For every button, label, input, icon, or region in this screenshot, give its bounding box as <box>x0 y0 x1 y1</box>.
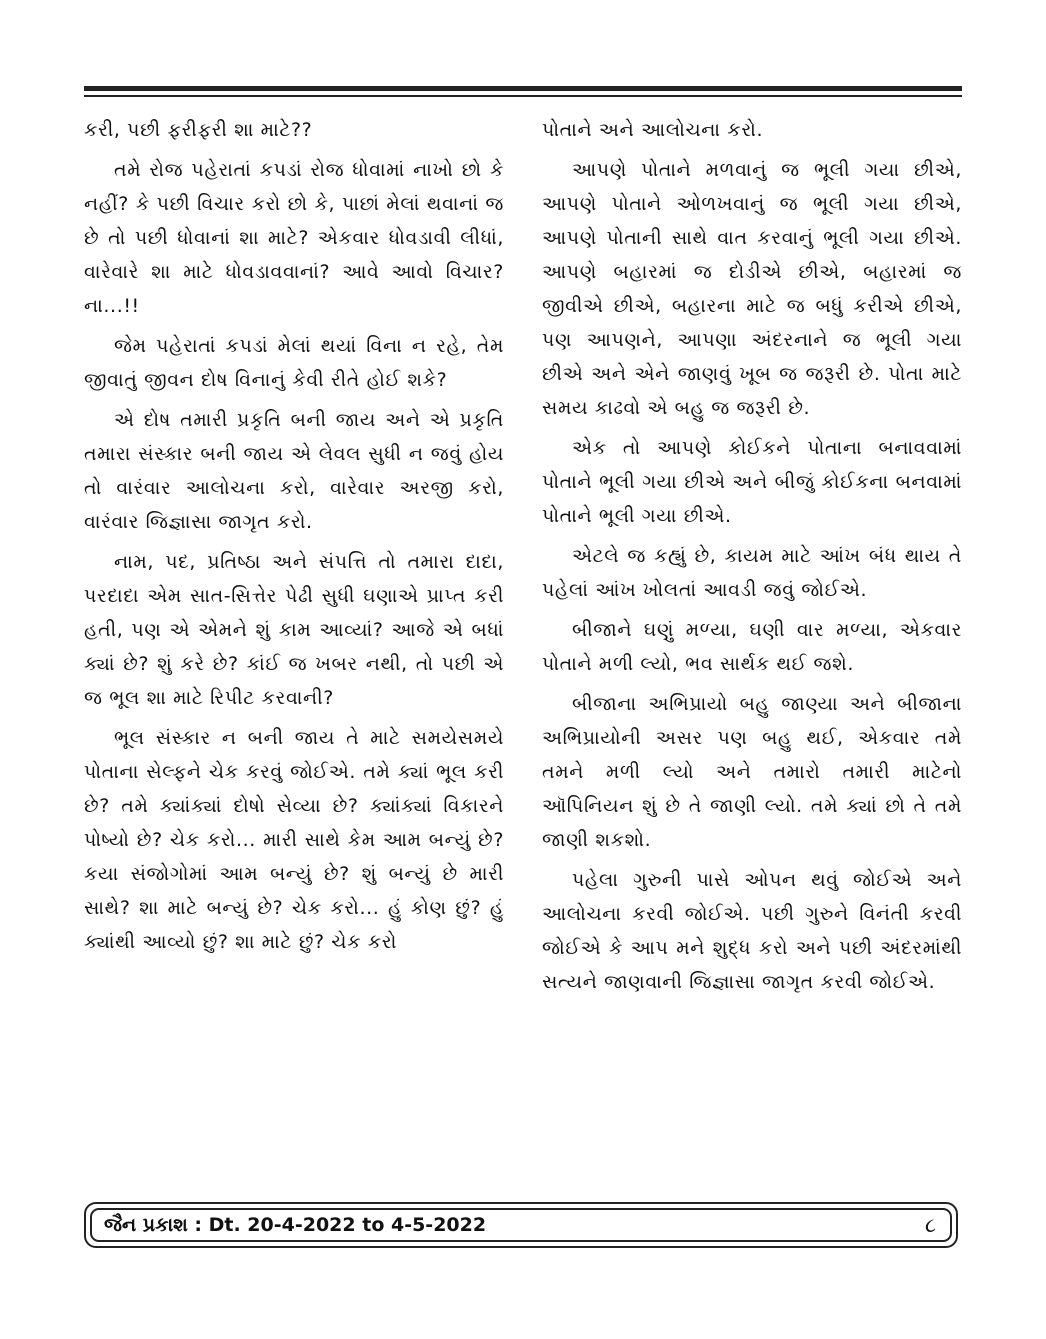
page-number: ૮ <box>925 1213 936 1237</box>
paragraph: એટલે જ કહ્યું છે, કાયમ માટે આંખ બંધ થાય તે પહેલાં આંખ ખોલતાં આવડી જવું જોઈએ. <box>542 545 962 601</box>
paragraph: તમે રોજ પહેરાતાં કપડાં રોજ ધોવામાં નાખો છો કે નહીં? કે પછી વિચાર કરો છો કે, પાછાં મેલાં થવાનાં જ છે તો પછી ધોવાનાં શા માટે? એકવાર ધોવડાવી લીધાં, વારેવારે શા માટે ધોવડાવવાનાં? આવે આવો વિચાર? ના...!! <box>84 159 504 317</box>
paragraph: બીજાના અભિપ્રાયો બહુ જાણ્યા અને બીજાના અભિપ્રાયોની અસર પણ બહુ થઈ, એકવાર તમે તમને મળી લ્યો અને તમારો તમારી માટેનો ઑપિનિયન શું છે તે જાણી લ્યો. તમે ક્યાં છો તે તમે જાણી શકશો. <box>542 693 962 851</box>
left-text-column <box>84 113 504 965</box>
footer-frame <box>84 1202 958 1248</box>
paragraph: પોતાને અને આલોચના કરો. <box>542 119 764 141</box>
paragraph: પહેલા ગુરુની પાસે ઓપન થવું જોઈએ અને આલોચના કરવી જોઈએ. પછી ગુરુને વિનંતી કરવી જોઈએ કે આપ મને શુદ્ધ કરો અને પછી અંદરમાંથી સત્યને જાણવાની જિજ્ઞાસા જાગૃત કરવી જોઈએ. <box>542 869 962 993</box>
paragraph: એક તો આપણે કોઈકને પોતાના બનાવવામાં પોતાને ભૂલી ગયા છીએ અને બીજું કોઈકના બનવામાં પોતાને ભૂલી ગયા છીએ. <box>542 437 962 527</box>
right-text-column <box>542 113 962 1005</box>
footer-inner-frame <box>90 1208 952 1242</box>
paragraph: નામ, પદ, પ્રતિષ્ઠા અને સંપત્તિ તો તમારા દાદા, પરદાદા એમ સાત-સિત્તેર પેઢી સુધી ઘણાએ પ્રાપ્ત કરી હતી, પણ એ એમને શું કામ આવ્યાં? આજે એ બધાં ક્યાં છે? શું કરે છે? કાંઈ જ ખબર નથી, તો પછી એ જ ભૂલ શા માટે રિપીટ કરવાની? <box>84 551 504 709</box>
publication-title: જૈન પ્રકાશ : Dt. 20-4-2022 to 4-5-2022 <box>104 1214 487 1236</box>
header-rule-thin <box>84 95 962 97</box>
paragraph: બીજાને ઘણું મળ્યા, ઘણી વાર મળ્યા, એકવાર પોતાને મળી લ્યો, ભવ સાર્થક થઈ જશે. <box>542 619 962 675</box>
paragraph: કરી, પછી ફરીફરી શા માટે?? <box>84 119 313 141</box>
paragraph: ભૂલ સંસ્કાર ન બની જાય તે માટે સમયેસમયે પોતાના સેલ્ફને ચેક કરવું જોઈએ. તમે ક્યાં ભૂલ કરી છે? તમે ક્યાંક્યાં દોષો સેવ્યા છે? ક્યાંક્યાં વિકારને પોષ્યો છે? ચેક કરો... મારી સાથે કેમ આમ બન્યું છે? કયા સંજોગોમાં આમ બન્યું છે? શું બન્યું છે મારી સાથે? શા માટે બન્યું છે? ચેક કરો... હું કોણ છું? હું ક્યાંથી આવ્યો છું? શા માટે છું? ચેક કરો <box>84 727 504 953</box>
paragraph: જેમ પહેરાતાં કપડાં મેલાં થયાં વિના ન રહે, તેમ જીવાતું જીવન દોષ વિનાનું કેવી રીતે હોઈ શકે? <box>84 335 504 391</box>
header-rule-thick <box>84 86 962 91</box>
paragraph: આપણે પોતાને મળવાનું જ ભૂલી ગયા છીએ, આપણે પોતાને ઓળખવાનું જ ભૂલી ગયા છીએ, આપણે પોતાની સાથે વાત કરવાનું ભૂલી ગયા છીએ. આપણે બહારમાં જ દોડીએ છીએ, બહારમાં જ જીવીએ છીએ, બહારના માટે જ બધું કરીએ છીએ, પણ આપણને, આપણા અંદરનાને જ ભૂલી ગયા છીએ અને એને જાણવું ખૂબ જ જરૂરી છે. પોતા માટે સમય કાઢવો એ બહુ જ જરૂરી છે. <box>542 159 962 419</box>
paragraph: એ દોષ તમારી પ્રકૃતિ બની જાય અને એ પ્રકૃતિ તમારા સંસ્કાર બની જાય એ લેવલ સુધી ન જવું હોય તો વારંવાર આલોચના કરો, વારેવાર અરજી કરો, વારંવાર જિજ્ઞાસા જાગૃત કરો. <box>84 409 504 533</box>
